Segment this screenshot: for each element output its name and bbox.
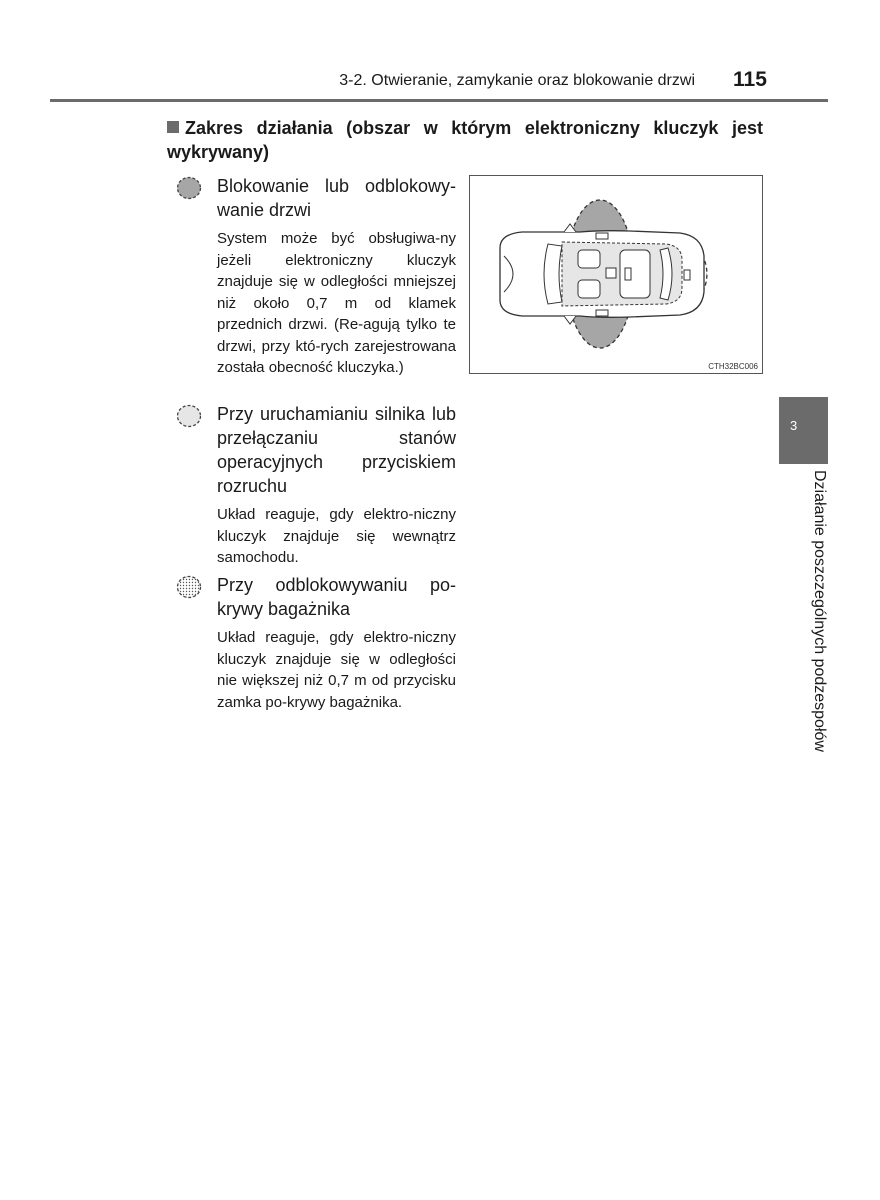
chapter-label: Działanie poszczególnych podzespołów xyxy=(811,470,828,752)
section-heading-text: Zakres działania (obszar w którym elektroniczny kluczyk jest wykrywany) xyxy=(167,118,763,162)
front-seat-right xyxy=(578,280,600,298)
figure xyxy=(469,175,763,374)
square-bullet-icon xyxy=(167,121,179,133)
solid-zone-icon xyxy=(176,176,202,200)
antenna-trunk xyxy=(684,270,690,280)
antenna-front-left xyxy=(596,233,608,239)
running-header: 3-2. Otwieranie, zamykanie oraz blokowanie drzwi xyxy=(339,72,695,89)
figure-code: CTH32BC006 xyxy=(708,362,758,371)
light-zone-icon xyxy=(176,404,202,428)
antenna-front-right xyxy=(596,310,608,316)
item-description: Układ reaguje, gdy elektro-niczny kluczyk znajduje się w odległości nie większej niż 0,7 m od przycisku zamka po-krywy bagażnika. xyxy=(217,629,456,711)
front-seat-left xyxy=(578,250,600,268)
page-number: 115 xyxy=(733,68,767,91)
item-title: Przy uruchamianiu silnika lub przełączaniu stanów operacyjnych przyciskiem rozruchu xyxy=(217,404,456,496)
item-description: Układ reaguje, gdy elektro-niczny kluczyk znajduje się wewnątrz samochodu. xyxy=(217,506,456,566)
list-item xyxy=(176,573,456,713)
item-description: System może być obsługiwa-ny jeżeli elektroniczny kluczyk znajduje się w odległości mniejszej niż około 0,7 m od klamek przednich drzwi. (Re-agują tylko te drzwi, przy któ-rych zarejestrowana została obecność kluczyka.) xyxy=(217,230,456,376)
item-title: Przy odblokowywaniu po-krywy bagażnika xyxy=(217,575,456,619)
antenna-interior-rear xyxy=(625,268,631,280)
section-heading xyxy=(167,116,763,164)
chapter-tab xyxy=(779,397,828,464)
windshield xyxy=(544,244,562,304)
item-title: Blokowanie lub odblokowy-wanie drzwi xyxy=(217,176,456,220)
car-top-view-diagram xyxy=(470,176,762,373)
dotted-zone-icon xyxy=(176,575,202,599)
antenna-interior-front xyxy=(606,268,616,278)
header-divider xyxy=(50,99,828,102)
list-item xyxy=(176,174,456,379)
chapter-number: 3 xyxy=(790,418,798,433)
list-item xyxy=(176,402,456,569)
